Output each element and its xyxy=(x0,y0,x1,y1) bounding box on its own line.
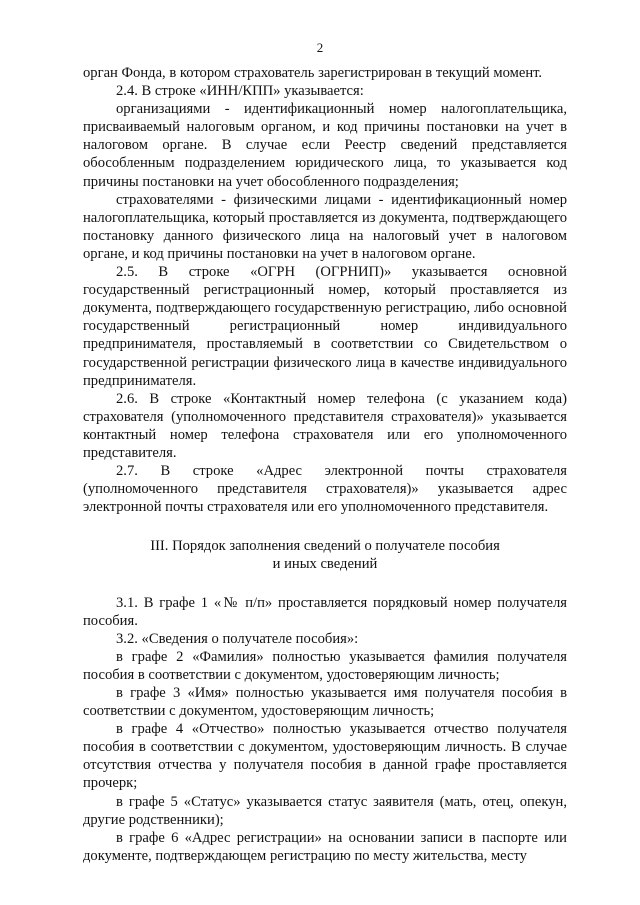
paragraph: страхователями - физическими лицами - идентификационный номер налогоплательщика, который проставляется из документа, подтверждающего постановку данного физического лица на налоговый учет в налоговом органе, и код причины постановки на учет в налоговом органе. xyxy=(83,191,567,262)
paragraph: в графе 3 «Имя» полностью указывается имя получателя пособия в соответствии с документом, удостоверяющим личность; xyxy=(83,685,567,720)
section-heading-line: и иных сведений xyxy=(272,556,378,573)
paragraph: 2.5. В строке «ОГРН (ОГРНИП)» указывается основной государственный регистрационный номер, который проставляется из документа, подтверждающего государственную регистрацию, либо основной государственный регистрационный номер индивидуального предпринимателя, проставляемый в соответствии со Свидетельством о государственной регистрации физического лица в качестве индивидуального предпринимателя. xyxy=(83,264,567,389)
paragraph: орган Фонда, в котором страхователь зарегистрирован в текущий момент. xyxy=(83,65,543,81)
paragraph: в графе 2 «Фамилия» полностью указывается фамилия получателя пособия в соответствии с документом, удостоверяющим личность; xyxy=(83,648,567,683)
paragraph: 2.4. В строке «ИНН/КПП» указывается: xyxy=(116,83,364,100)
page-number: 2 xyxy=(316,40,324,55)
document-body xyxy=(83,64,567,865)
paragraph: 2.6. В строке «Контактный номер телефона (с указанием кода) страхователя (уполномоченного представителя страхователя)» указывается контактный номер телефона страхователя или его уполномоченного представителя. xyxy=(83,390,567,461)
paragraph: 3.1. В графе 1 «№ п/п» проставляется порядковый номер получателя пособия. xyxy=(83,594,567,629)
paragraph: 2.7. В строке «Адрес электронной почты страхователя (уполномоченного представителя страхователя)» указывается адрес электронной почты страхователя или его уполномоченного представителя. xyxy=(83,463,567,516)
paragraph: организациями - идентификационный номер налогоплательщика, присваиваемый налоговым органом, и код причины постановки на учет в налоговом органе. В случае если Реестр сведений представляется обособленным подразделением юридического лица, то указывается код причины постановки на учет обособленного подразделения; xyxy=(83,101,567,190)
paragraph: в графе 6 «Адрес регистрации» на основании записи в паспорте или документе, подтверждающем регистрацию по месту жительства, месту xyxy=(83,829,567,864)
section-heading-line: III. Порядок заполнения сведений о получателе пособия xyxy=(150,538,500,555)
paragraph: 3.2. «Сведения о получателе пособия»: xyxy=(116,630,359,647)
paragraph: в графе 4 «Отчество» полностью указывается отчество получателя пособия в соответствии с документом, удостоверяющим личность. В случае отсутствия отчества у получателя пособия в данной графе проставляется прочерк; xyxy=(83,721,567,792)
section-heading xyxy=(83,537,567,573)
paragraph: в графе 5 «Статус» указывается статус заявителя (мать, отец, опекун, другие родственники); xyxy=(83,793,567,828)
